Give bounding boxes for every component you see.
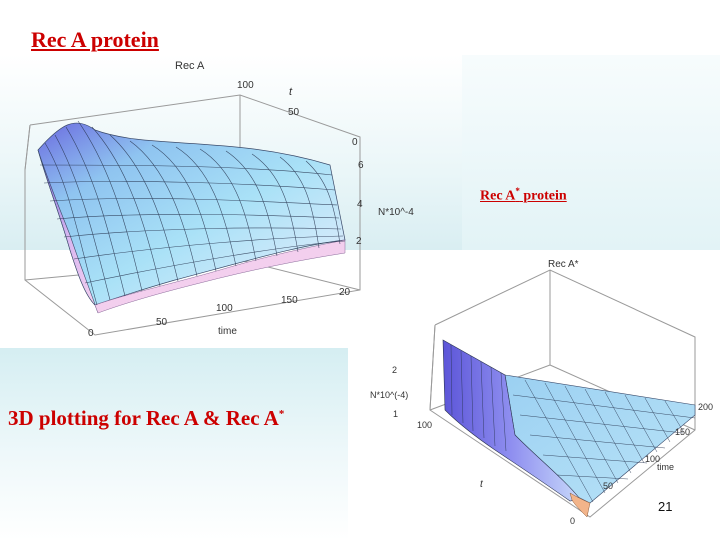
plot-a-n-axis-label: N*10^-4 (378, 207, 414, 218)
plot-a-x-tick-150: 150 (281, 295, 298, 306)
plot-b-x-tick-150: 150 (675, 427, 691, 437)
slide-title-rec-a: Rec A protein (31, 27, 159, 52)
slide-title-rec-a-star: Rec A* protein (480, 186, 567, 204)
plot-a-n-tick-6: 6 (358, 160, 364, 171)
plot-a-surface (38, 123, 345, 313)
plot-a-x-tick-200: 20 (339, 287, 351, 298)
background-panel-top-right (462, 55, 720, 250)
plot-b-x-tick-200: 200 (698, 402, 714, 412)
background-panel-bottom-left (0, 348, 348, 540)
plot-b-x-tick-0: 0 (570, 516, 576, 526)
plot-b-left-tick: 100 (417, 420, 433, 430)
plot-a-n-tick-2: 2 (356, 236, 362, 247)
page-number: 21 (658, 499, 673, 514)
plot-a-x-tick-50: 50 (156, 317, 168, 328)
plot-b-x-axis-label: time (657, 462, 675, 472)
plot-a-top-label: Rec A (175, 60, 205, 72)
slide-caption: 3D plotting for Rec A & Rec A* (8, 406, 285, 430)
plot-a-x-tick-100: 100 (216, 303, 233, 314)
plot-a-t-tick-100: 100 (237, 80, 254, 91)
plot-b-n-tick-2: 2 (392, 365, 398, 375)
plot-b-x-tick-50: 50 (603, 481, 614, 491)
plot-b-top-label: Rec A* (548, 259, 579, 270)
plot-a-t-axis-label: t (289, 86, 293, 98)
plot-a-n-tick-4: 4 (357, 199, 363, 210)
plot-a-x-axis-label: time (218, 326, 237, 337)
plot-b-n-axis-label: N*10^(-4) (370, 390, 409, 400)
plot-b-n-tick-1: 1 (393, 409, 399, 419)
plot-b-x-tick-100: 100 (645, 454, 661, 464)
plot-b-surface (443, 340, 695, 517)
plot-a-t-tick-50: 50 (288, 107, 300, 118)
plot-a-t-tick-0: 0 (352, 137, 358, 148)
plot-rec-a-star (365, 255, 720, 540)
plot-b-t-axis-label: t (480, 479, 483, 490)
plot-a-x-tick-0: 0 (88, 328, 94, 339)
